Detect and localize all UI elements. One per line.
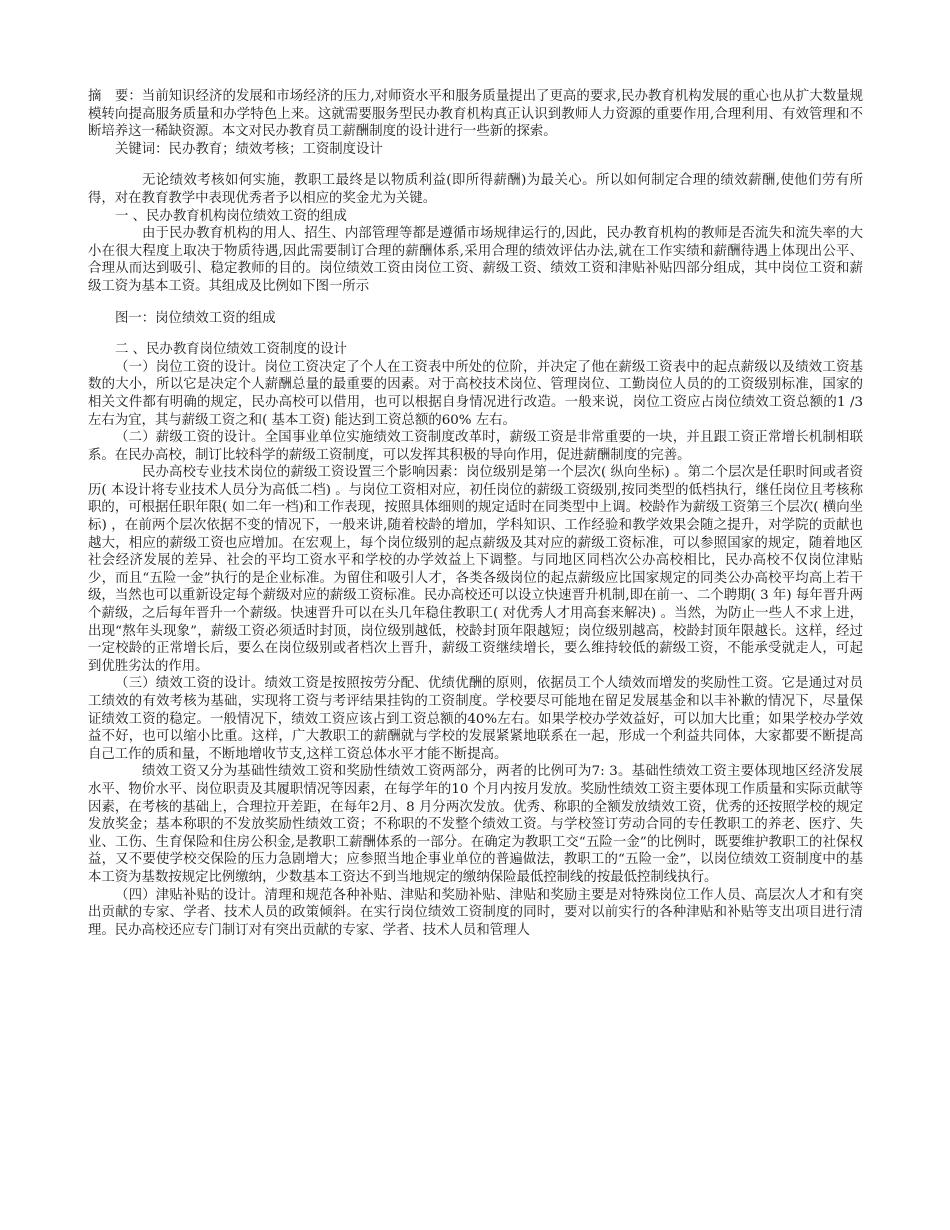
section2-paragraph-1: （一）岗位工资的设计。岗位工资决定了个人在工资表中所处的位阶，并决定了他在薪级工资表中的起点薪级以及绩效工资基数的大小，所以它是决定个人薪酬总量的最重要的因素。对于高校技术岗位、管理岗位、工勤岗位人员的的工资级别标准，国家的相关文件都有明确的规定，民办高校可以借用，也可以根据自身情况进行改造。一般来说，岗位工资应占岗位绩效工资总额的1 /3 左右为宜，其与薪级工资之和( 基本工资) 能达到工资总额的60% 左右。 bbox=[88, 359, 863, 428]
spacer bbox=[88, 327, 863, 341]
section2-heading: 二 、民办教育岗位绩效工资制度的设计 bbox=[115, 342, 347, 358]
section2-paragraph-5: 绩效工资又分为基础性绩效工资和奖励性绩效工资两部分，两者的比例可为7: 3。基础性绩效工资主要体现地区经济发展水平、物价水平、岗位职责及其履职情况等因素，在每学年的10 个月内按月发放。奖励性绩效工资主要体现工作质量和实际贡献等因素，在考核的基础上，合理拉开差距，在每年2月、8 月分两次发放。优秀、称职的全额发放绩效工资，优秀的还按照学校的规定发放奖金；基本称职的不发放奖励性绩效工资；不称职的不发整个绩效工资。与学校签订劳动合同的专任教职工的养老、医疗、失业、工伤、生育保险和住房公积金,是教职工薪酬体系的一部分。在确定为教职工交“五险一金”的比例时，既要维护教职工的社保权益，又不要使学校交保险的压力急剧增大；应参照当地企事业单位的普遍做法，教职工的“五险一金”，以岗位绩效工资制度中的基本工资为基数按规定比例缴纳，少数基本工资达不到当地规定的缴纳保险最低控制线的按最低控制线执行。 bbox=[88, 764, 863, 885]
spacer bbox=[88, 296, 863, 310]
document-body bbox=[88, 88, 863, 939]
figure-caption: 图一：岗位绩效工资的组成 bbox=[115, 310, 276, 326]
section2-paragraph-2: （二）薪级工资的设计。全国事业单位实施绩效工资制度改革时，薪级工资是非常重要的一块，并且跟工资正常增长机制相联系。在民办高校，制订比较科学的薪级工资制度，可以发挥其积极的导向作用，促进薪酬制度的完善。 bbox=[88, 430, 863, 463]
spacer bbox=[88, 158, 863, 172]
intro-paragraph: 无论绩效考核如何实施，教职工最终是以物质利益(即所得薪酬)为最关心。所以如何制定合理的绩效薪酬,使他们劳有所得，对在教育教学中表现优秀者予以相应的奖金尤为关键。 bbox=[88, 173, 863, 206]
section1-heading: 一 、民办教育机构岗位绩效工资的组成 bbox=[115, 208, 347, 224]
section2-paragraph-6: （四）津贴补贴的设计。清理和规范各种补贴、津贴和奖励补贴、津贴和奖励主要是对特殊岗位工作人员、高层次人才和有突出贡献的专家、学者、技术人员的政策倾斜。在实行岗位绩效工资制度的同时，要对以前实行的各种津贴和补贴等支出项目进行清理。民办高校还应专门制订对有突出贡献的专家、学者、技术人员和管理人 bbox=[88, 887, 863, 938]
abstract-paragraph: 摘 要：当前知识经济的发展和市场经济的压力,对师资水平和服务质量提出了更高的要求,民办教育机构发展的重心也从扩大数量规模转向提高服务质量和办学特色上来。这就需要服务型民办教育机构真正认识到教师人力资源的重要作用,合理利用、有效管理和不断培养这一稀缺资源。本文对民办教育员工薪酬制度的设计进行一些新的探索。 bbox=[88, 89, 863, 140]
section2-paragraph-3: 民办高校专业技术岗位的薪级工资设置三个影响因素：岗位级别是第一个层次( 纵向坐标) 。第二个层次是任职时间或者资历( 本设计将专业技术人员分为高低二档) 。与岗位工资相对应，初任岗位的薪级工资级别,按同类型的低档执行，继任岗位且考核称职的，可根据任职年限( 如二年一档)和工作表现，按照具体细则的规定适时在同类型中上调。校龄作为薪级工资第三个层次( 横向坐标) ，在前两个层次依据不变的情况下，一般来讲,随着校龄的增加，学科知识、工作经验和教学效果会随之提升，对学院的贡献也越大，相应的薪级工资也应增加。在宏观上，每个岗位级别的起点薪级及其对应的薪级工资标准，可以参照国家的规定，随着地区社会经济发展的差异、社会的平均工资水平和学校的办学效益上下调整。与同地区同档次公办高校相比，民办高校不仅岗位津贴少，而且“五险一金”执行的是企业标准。为留住和吸引人才，各类各级岗位的起点薪级应比国家规定的同类公办高校平均高上若干级，当然也可以重新设定每个薪级对应的薪级工资标准。民办高校还可以设立快速晋升机制,即在前一、二个聘期( 3 年) 每年晋升两个薪级，之后每年晋升一个薪级。快速晋升可以在头几年稳住教职工( 对优秀人才用高套来解决) 。当然，为防止一些人不求上进，出现“熬年头现象”，薪级工资必须适时封顶，岗位级别越低，校龄封顶年限越短；岗位级别越高，校龄封顶年限越长。这样，经过一定校龄的正常增长后，要么在岗位级别或者档次上晋升，薪级工资继续增长，要么维持较低的薪级工资，不能承受就走人，可起到优胜劣汰的作用。 bbox=[88, 465, 863, 674]
section1-paragraph: 由于民办教育机构的用人、招生、内部管理等都是遵循市场规律运行的,因此，民办教育机构的教师是否流失和流失率的大小在很大程度上取决于物质待遇,因此需要制订合理的薪酬体系,采用合理的绩效评估办法,就在工作实绩和薪酬待遇上体现出公平、合理从而达到吸引、稳定教师的目的。岗位绩效工资由岗位工资、薪级工资、绩效工资和津贴补贴四部分组成，其中岗位工资和薪级工资为基本工资。其组成及比例如下图一所示 bbox=[88, 226, 863, 294]
section2-paragraph-4: （三）绩效工资的设计。绩效工资是按照按劳分配、优绩优酬的原则，依据员工个人绩效而增发的奖励性工资。它是通过对员工绩效的有效考核为基础，实现将工资与考评结果挂钩的工资制度。学校要尽可能地在留足发展基金和以丰补歉的情况下，尽量保证绩效工资的稳定。一般情况下，绩效工资应该占到工资总额的40%左右。如果学校办学效益好，可以加大比重；如果学校办学效益不好，也可以缩小比重。这样，广大教职工的薪酬就与学校的发展紧紧地联系在一起，形成一个利益共同体，大家都要不断提高自己工作的质和量，不断地增收节支,这样工资总体水平才能不断提高。 bbox=[88, 676, 863, 762]
keywords-line: 关键词：民办教育；绩效考核；工资制度设计 bbox=[115, 141, 383, 157]
